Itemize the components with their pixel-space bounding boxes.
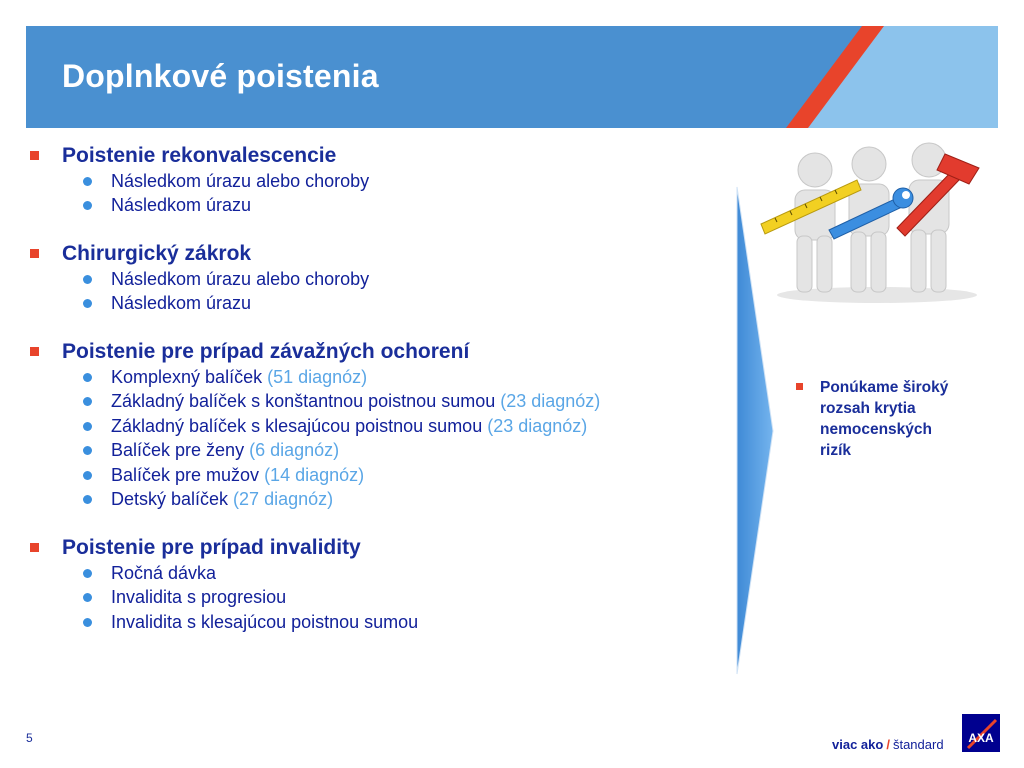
section-heading-text: Poistenie rekonvalescencie bbox=[62, 143, 337, 167]
list-item-text: Následkom úrazu alebo choroby bbox=[111, 170, 370, 191]
slogan-bold: viac ako bbox=[832, 737, 884, 752]
list-item bbox=[30, 586, 740, 611]
slide-title: Doplnkové poistenia bbox=[62, 58, 379, 94]
list-item bbox=[30, 169, 740, 194]
figure-left bbox=[795, 153, 835, 292]
section-heading bbox=[30, 240, 740, 267]
section-surgery bbox=[30, 240, 740, 316]
list-item-text: Balíček pre ženy bbox=[111, 440, 245, 461]
diagnosis-count: (23 diagnóz) bbox=[487, 415, 588, 436]
slogan-rest: štandard bbox=[892, 737, 944, 752]
section-heading bbox=[30, 338, 740, 365]
list-item bbox=[30, 463, 740, 488]
square-bullet-icon bbox=[796, 383, 803, 390]
list-item bbox=[30, 267, 740, 292]
footer-slogan bbox=[832, 737, 944, 752]
section-heading-text: Poistenie pre prípad invalidity bbox=[62, 535, 361, 559]
list-item-text: Detský balíček bbox=[111, 489, 229, 510]
list-item-text: Komplexný balíček bbox=[111, 366, 263, 387]
section-convalescence bbox=[30, 142, 740, 218]
list-item bbox=[30, 610, 740, 635]
dot-bullet-icon bbox=[83, 275, 92, 284]
slide-header bbox=[26, 26, 998, 128]
dot-bullet-icon bbox=[83, 422, 92, 431]
diagnosis-count: (27 diagnóz) bbox=[233, 489, 334, 510]
side-callout bbox=[796, 377, 996, 461]
dot-bullet-icon bbox=[83, 618, 92, 627]
list-item bbox=[30, 561, 740, 586]
dot-bullet-icon bbox=[83, 495, 92, 504]
list-item-text: Invalidita s progresiou bbox=[111, 587, 287, 608]
list-item-text: Invalidita s klesajúcou poistnou sumou bbox=[111, 611, 419, 632]
list-item bbox=[30, 439, 740, 464]
list-item bbox=[30, 292, 740, 317]
section-heading-text: Chirurgický zákrok bbox=[62, 241, 252, 265]
side-callout-line: nemocenských bbox=[820, 421, 932, 438]
slogan-slash: / bbox=[886, 737, 890, 752]
diagnosis-count: (14 diagnóz) bbox=[264, 464, 365, 485]
list-item bbox=[30, 488, 740, 513]
section-heading bbox=[30, 534, 740, 561]
side-callout-text bbox=[820, 377, 948, 461]
dot-bullet-icon bbox=[83, 569, 92, 578]
list-item-text: Ročná dávka bbox=[111, 562, 217, 583]
section-serious-illness bbox=[30, 338, 740, 512]
content-list bbox=[30, 142, 740, 657]
dot-bullet-icon bbox=[83, 593, 92, 602]
list-item-text: Základný balíček s konštantnou poistnou sumou bbox=[111, 391, 496, 412]
page-number: 5 bbox=[26, 731, 33, 745]
list-item-text: Následkom úrazu bbox=[111, 195, 252, 216]
dot-bullet-icon bbox=[83, 471, 92, 480]
list-item bbox=[30, 414, 740, 439]
dot-bullet-icon bbox=[83, 177, 92, 186]
square-bullet-icon bbox=[30, 151, 39, 160]
dot-bullet-icon bbox=[83, 397, 92, 406]
dot-bullet-icon bbox=[83, 201, 92, 210]
list-item-text: Balíček pre mužov bbox=[111, 464, 260, 485]
side-callout-line: rozsah krytia bbox=[820, 400, 916, 417]
dot-bullet-icon bbox=[83, 299, 92, 308]
section-heading-text: Poistenie pre prípad závažných ochorení bbox=[62, 339, 470, 363]
team-tools-illustration bbox=[757, 140, 997, 305]
dot-bullet-icon bbox=[83, 446, 92, 455]
list-item-text: Základný balíček s klesajúcou poistnou sumou bbox=[111, 415, 483, 436]
diagnosis-count: (23 diagnóz) bbox=[500, 391, 601, 412]
square-bullet-icon bbox=[30, 249, 39, 258]
side-callout-line: rizík bbox=[820, 442, 852, 459]
logo-text: AXA bbox=[968, 731, 994, 745]
section-disability bbox=[30, 534, 740, 635]
side-callout-line: Ponúkame široký bbox=[820, 379, 949, 396]
list-item bbox=[30, 194, 740, 219]
list-item-text: Následkom úrazu bbox=[111, 293, 252, 314]
section-heading bbox=[30, 142, 740, 169]
list-item bbox=[30, 365, 740, 390]
diagnosis-count: (6 diagnóz) bbox=[249, 440, 340, 461]
diagnosis-count: (51 diagnóz) bbox=[267, 366, 368, 387]
square-bullet-icon bbox=[30, 543, 39, 552]
list-item bbox=[30, 390, 740, 415]
axa-logo-icon bbox=[962, 714, 1000, 752]
dot-bullet-icon bbox=[83, 373, 92, 382]
list-item-text: Následkom úrazu alebo choroby bbox=[111, 268, 370, 289]
square-bullet-icon bbox=[30, 347, 39, 356]
